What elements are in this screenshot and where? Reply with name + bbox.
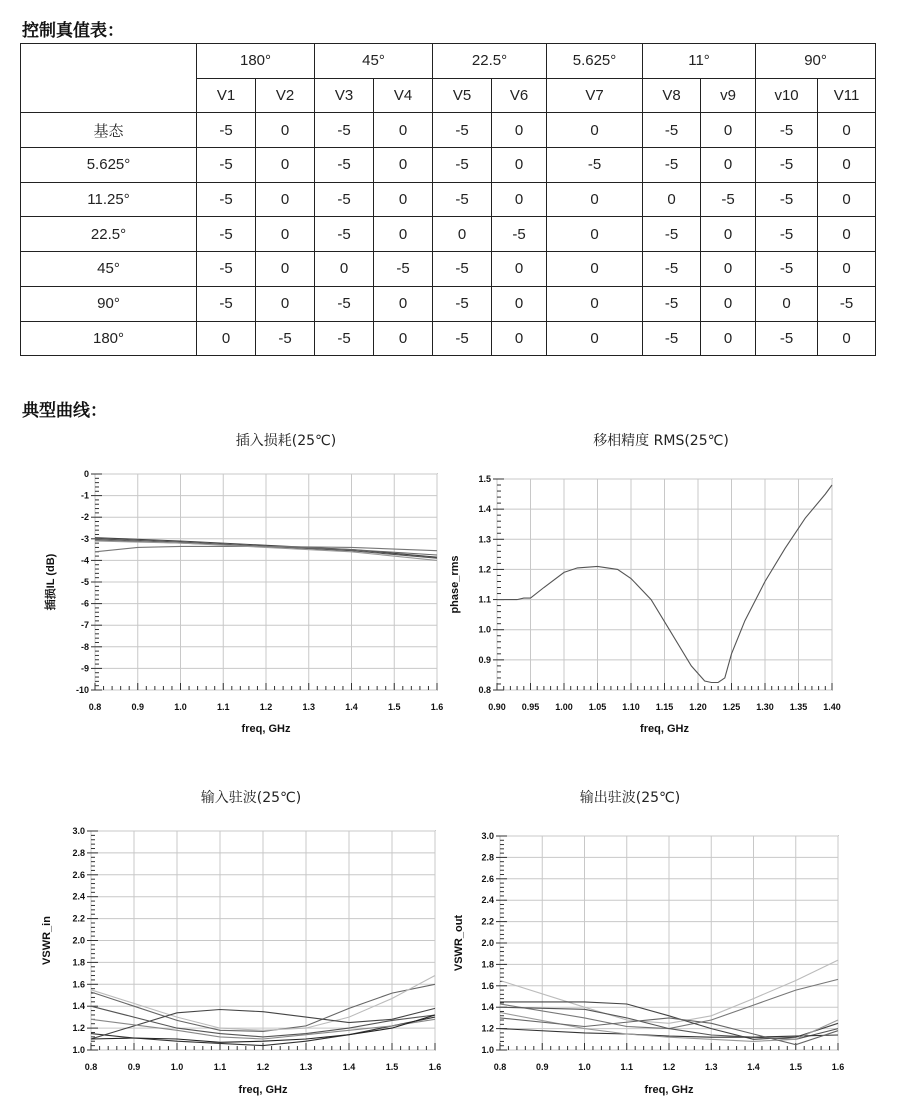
x-tick-label: 1.6: [430, 702, 444, 712]
table-cell: 0: [492, 148, 547, 183]
column-header: V3: [315, 78, 374, 113]
chart-title-insertion-loss: 插入损耗(25℃): [235, 433, 337, 449]
x-tick-label: 0.8: [84, 1062, 98, 1072]
x-tick-label: 1.35: [789, 702, 808, 712]
column-header: V11: [818, 78, 876, 113]
x-tick-label: 0.90: [488, 702, 506, 712]
x-tick-label: 1.1: [216, 702, 230, 712]
x-tick-label: 0.9: [535, 1062, 549, 1072]
y-tick-label: 1.0: [72, 1045, 85, 1055]
table-cell: -5: [315, 113, 374, 148]
table-cell: -5: [433, 148, 492, 183]
x-tick-label: 1.00: [555, 702, 573, 712]
table-cell: -5: [643, 217, 701, 252]
table-cell: 0: [547, 182, 643, 217]
y-tick-label: 1.6: [72, 979, 85, 990]
table-cell: -5: [315, 217, 374, 252]
y-tick-label: -6: [80, 598, 89, 609]
y-axis-label: VSWR_out: [453, 914, 465, 972]
table-cell: -5: [818, 286, 876, 321]
chart-il: [43, 469, 443, 735]
group-header: 180°: [197, 44, 315, 79]
row-label: 180°: [21, 321, 197, 356]
column-header: V8: [643, 78, 701, 113]
x-tick-label: 1.3: [302, 702, 316, 712]
y-tick-label: 2.2: [72, 913, 85, 924]
table-cell: -5: [643, 252, 701, 287]
table-cell: 0: [547, 252, 643, 287]
table-cell: 0: [701, 286, 756, 321]
x-tick-label: 1.0: [174, 702, 187, 712]
table-cell: 0: [547, 286, 643, 321]
column-header: v10: [756, 78, 818, 113]
y-tick-label: 2.8: [72, 847, 85, 858]
x-tick-label: 1.30: [756, 702, 774, 712]
table-cell: 0: [256, 113, 315, 148]
column-header: V6: [492, 78, 547, 113]
table-cell: -5: [433, 252, 492, 287]
table-cell: -5: [643, 113, 701, 148]
group-header: 45°: [315, 44, 433, 79]
y-tick-label: -9: [80, 663, 89, 674]
y-tick-label: 2.6: [72, 869, 85, 880]
y-tick-label: 1.6: [481, 980, 494, 991]
row-label: 22.5°: [21, 217, 197, 252]
table-cell: 0: [547, 321, 643, 356]
table-cell: -5: [197, 217, 256, 252]
x-tick-label: 1.1: [620, 1062, 634, 1072]
table-cell: -5: [492, 217, 547, 252]
y-tick-label: 2.0: [481, 938, 494, 948]
table-cell: -5: [197, 252, 256, 287]
table-cell: 0: [756, 286, 818, 321]
y-axis-label: 插损IL (dB): [45, 553, 57, 611]
y-tick-label: -1: [80, 490, 89, 501]
table-cell: 0: [315, 252, 374, 287]
x-tick-label: 0.8: [88, 702, 102, 712]
y-tick-label: 3.0: [72, 826, 85, 836]
x-tick-label: 1.2: [662, 1062, 676, 1072]
y-tick-label: -2: [80, 512, 89, 523]
table-cell: 0: [492, 182, 547, 217]
y-tick-label: 1.2: [72, 1023, 85, 1034]
x-tick-label: 1.10: [622, 702, 640, 712]
y-tick-label: -3: [80, 533, 89, 544]
x-tick-label: 1.6: [428, 1062, 442, 1072]
table-cell: 0: [547, 113, 643, 148]
x-tick-label: 1.2: [259, 702, 273, 712]
column-header: V7: [547, 78, 643, 113]
group-header: 90°: [756, 44, 876, 79]
table-cell: 0: [818, 113, 876, 148]
column-header: V4: [374, 78, 433, 113]
table-cell: 0: [818, 182, 876, 217]
table-cell: 0: [547, 217, 643, 252]
table-cell: 0: [492, 252, 547, 287]
table-cell: -5: [756, 217, 818, 252]
table-cell: -5: [756, 321, 818, 356]
group-header: 22.5°: [433, 44, 547, 79]
y-tick-label: 2.0: [72, 935, 85, 946]
y-tick-label: 1.2: [481, 1023, 494, 1034]
y-tick-label: 1.4: [478, 504, 491, 515]
y-tick-label: 2.4: [72, 891, 85, 902]
table-cell: 0: [701, 148, 756, 183]
x-tick-label: 1.3: [704, 1062, 718, 1072]
table-cell: 0: [374, 286, 433, 321]
chart-rms: [449, 474, 841, 735]
table-cell: 0: [818, 148, 876, 183]
table-cell: 0: [701, 217, 756, 252]
x-axis-label: freq, GHz: [640, 723, 689, 735]
x-tick-label: 1.4: [342, 1062, 356, 1072]
x-tick-label: 1.5: [385, 1062, 399, 1072]
truth-table-title: 控制真值表：: [22, 21, 124, 41]
row-label: 5.625°: [21, 148, 197, 183]
table-cell: 0: [701, 321, 756, 356]
x-tick-label: 1.0: [170, 1062, 184, 1072]
curves-title: 典型曲线：: [22, 401, 107, 421]
chart-vswr_in: [41, 826, 441, 1096]
x-tick-label: 1.25: [722, 702, 741, 712]
y-tick-label: 1.1: [478, 594, 491, 605]
chart-vswr_out: [453, 831, 844, 1096]
column-header: V5: [433, 78, 492, 113]
table-cell: 0: [643, 182, 701, 217]
table-cell: -5: [433, 286, 492, 321]
row-label: 11.25°: [21, 182, 197, 217]
table-cell: -5: [756, 252, 818, 287]
table-cell: -5: [643, 148, 701, 183]
table-cell: 0: [197, 321, 256, 356]
table-cell: 0: [256, 182, 315, 217]
y-tick-label: 2.8: [481, 852, 494, 863]
y-tick-label: -10: [75, 685, 89, 695]
x-tick-label: 0.8: [493, 1062, 507, 1072]
x-tick-label: 1.1: [213, 1062, 227, 1072]
table-cell: 0: [701, 113, 756, 148]
y-tick-label: 1.8: [72, 957, 85, 968]
table-cell: -5: [433, 113, 492, 148]
table-cell: 0: [256, 217, 315, 252]
y-tick-label: 2.2: [481, 916, 494, 927]
y-tick-label: 1.0: [481, 1045, 494, 1055]
y-tick-label: -8: [80, 641, 89, 652]
table-cell: 0: [374, 217, 433, 252]
x-tick-label: 0.9: [131, 702, 145, 712]
y-tick-label: -4: [80, 555, 89, 566]
x-tick-label: 1.5: [789, 1062, 803, 1072]
y-axis-label: VSWR_in: [41, 916, 53, 965]
table-cell: 0: [374, 113, 433, 148]
y-axis-label: phase_rms: [449, 555, 461, 614]
x-tick-label: 1.3: [299, 1062, 313, 1072]
x-tick-label: 1.0: [578, 1062, 591, 1072]
chart-title-phase-rms: 移相精度 RMS(25℃): [593, 433, 729, 449]
x-tick-label: 1.2: [256, 1062, 270, 1072]
y-tick-label: 1.5: [478, 474, 491, 484]
y-tick-label: 1.4: [72, 1001, 85, 1012]
table-cell: -5: [374, 252, 433, 287]
table-cell: -5: [197, 148, 256, 183]
table-cell: 0: [256, 286, 315, 321]
x-tick-label: 1.40: [823, 702, 841, 712]
table-cell: 0: [818, 252, 876, 287]
y-tick-label: -5: [80, 577, 89, 587]
x-tick-label: 1.6: [831, 1062, 845, 1072]
table-cell: 0: [818, 217, 876, 252]
table-cell: 0: [256, 252, 315, 287]
table-cell: -5: [643, 321, 701, 356]
y-tick-label: 1.0: [478, 624, 491, 635]
table-cell: 0: [374, 148, 433, 183]
x-tick-label: 1.5: [387, 702, 401, 712]
chart-title-vswr-in: 输入驻波(25℃): [200, 790, 302, 806]
table-cell: -5: [756, 113, 818, 148]
table-cell: -5: [315, 148, 374, 183]
x-axis-label: freq, GHz: [241, 723, 291, 735]
table-cell: 0: [433, 217, 492, 252]
table-cell: 0: [374, 321, 433, 356]
y-tick-label: 0.8: [478, 685, 491, 695]
group-header: 5.625°: [547, 44, 643, 79]
table-cell: -5: [197, 182, 256, 217]
x-tick-label: 1.15: [655, 702, 674, 712]
x-axis-label: freq, GHz: [238, 1084, 288, 1096]
group-header: 11°: [643, 44, 756, 79]
table-cell: -5: [315, 286, 374, 321]
column-header: V1: [197, 78, 256, 113]
x-tick-label: 0.95: [521, 702, 540, 712]
x-tick-label: 1.4: [345, 702, 358, 712]
table-cell: 0: [256, 148, 315, 183]
table-cell: -5: [643, 286, 701, 321]
table-cell: -5: [756, 182, 818, 217]
row-label: 45°: [21, 252, 197, 287]
column-header: v9: [701, 78, 756, 113]
y-tick-label: 2.4: [481, 895, 494, 906]
table-cell: -5: [701, 182, 756, 217]
table-cell: -5: [197, 113, 256, 148]
table-cell: 0: [492, 113, 547, 148]
table-cell: 0: [492, 321, 547, 356]
x-tick-label: 1.20: [689, 702, 707, 712]
column-header: V2: [256, 78, 315, 113]
y-tick-label: 1.2: [478, 564, 491, 575]
table-cell: -5: [315, 321, 374, 356]
x-tick-label: 0.9: [127, 1062, 141, 1072]
table-cell: 0: [701, 252, 756, 287]
x-tick-label: 1.05: [588, 702, 607, 712]
table-cell: -5: [315, 182, 374, 217]
y-tick-label: 1.4: [481, 1002, 494, 1013]
y-tick-label: 1.3: [478, 534, 491, 545]
x-tick-label: 1.4: [747, 1062, 760, 1072]
table-cell: -5: [547, 148, 643, 183]
table-cell: 0: [818, 321, 876, 356]
x-axis-label: freq, GHz: [644, 1084, 694, 1096]
chart-title-vswr-out: 输出驻波(25℃): [579, 790, 681, 806]
y-tick-label: -7: [80, 620, 89, 631]
table-cell: 0: [492, 286, 547, 321]
table-cell: -5: [256, 321, 315, 356]
y-tick-label: 0: [83, 469, 89, 479]
y-tick-label: 3.0: [481, 831, 494, 841]
y-tick-label: 2.6: [481, 873, 494, 884]
row-label: 90°: [21, 286, 197, 321]
y-tick-label: 0.9: [478, 654, 491, 665]
y-tick-label: 1.8: [481, 959, 494, 970]
table-cell: -5: [433, 182, 492, 217]
table-cell: -5: [197, 286, 256, 321]
row-label: 基态: [21, 113, 197, 148]
table-cell: -5: [756, 148, 818, 183]
table-cell: 0: [374, 182, 433, 217]
table-cell: -5: [433, 321, 492, 356]
